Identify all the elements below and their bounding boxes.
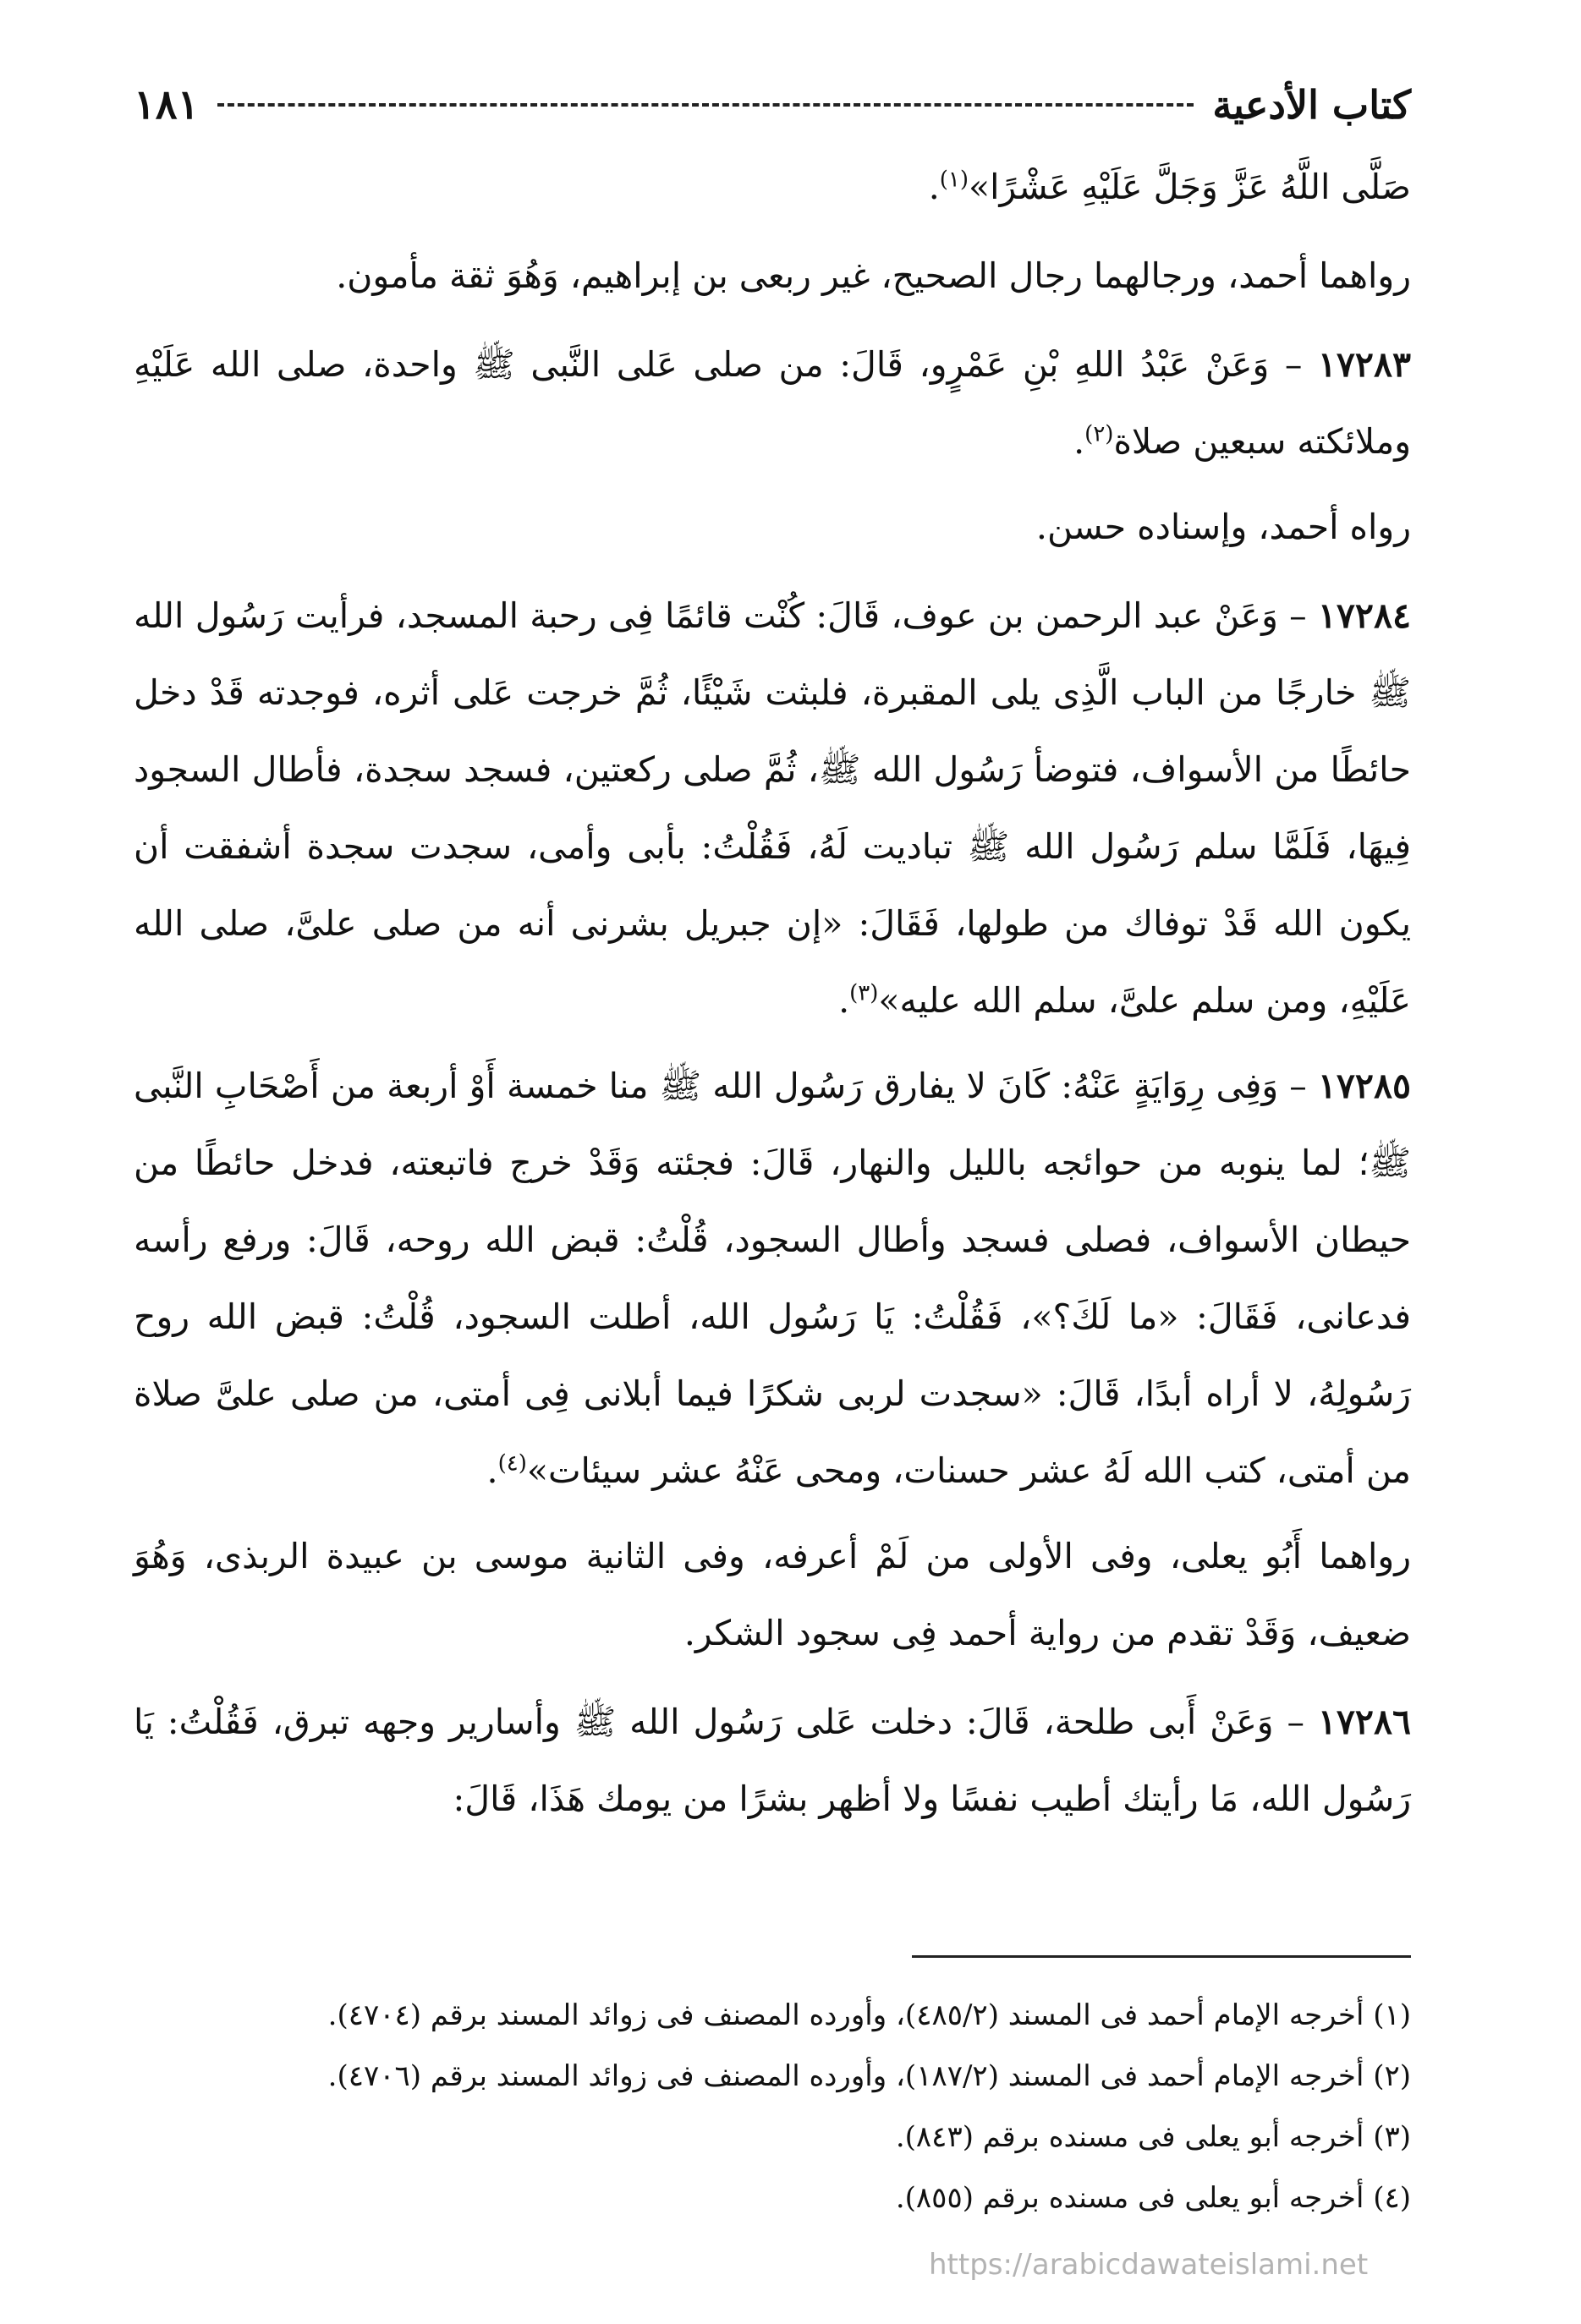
footnotes <box>134 1985 1411 2228</box>
footnote-ref[interactable]: (٢) <box>1084 421 1114 447</box>
running-header <box>134 78 1411 132</box>
footnote: (١) أخرجه الإمام أحمد فى المسند (٤٨٥/٢)، وأورده المصنف فى زوائد المسند برقم (٤٧٠٤). <box>327 1998 1411 2032</box>
footnote: (٤) أخرجه أبو يعلى فى مسنده برقم (٨٥٥). <box>895 2181 1411 2215</box>
hadith-paragraph: ١٧٢٨٣ – وَعَنْ عَبْدُ اللهِ بْنِ عَمْرٍو، قَالَ: من صلى عَلى النَّبى ﷺ واحدة، صلى الله عَلَيْهِ وملائكته سبعين صلاة$^{(٢)}$. <box>134 344 1411 462</box>
paragraph: رواهما أحمد، ورجالهما رجال الصحيح، غير ربعى بن إبراهيم، وَهُوَ ثقة مأمون. <box>336 255 1411 296</box>
document-page <box>134 78 1411 2277</box>
paragraph: رواه أحمد، وإسناده حسن. <box>1035 507 1411 547</box>
hadith-paragraph: ١٧٢٨٥ – وَفِى رِوَايَةٍ عَنْهُ: كَانَ لا يفارق رَسُول الله ﷺ منا خمسة أَوْ أربعة من أَصْحَابِ النَّبى ﷺ؛ لما ينوبه من حوائجه بالليل والنهار، قَالَ: فجئته وَقَدْ خرج فاتبعته، فدخل حائطًا من حيطان الأسواف، فصلى فسجد وأطال السجود، قُلْتُ: قبض الله روحه، قَالَ: ورفع رأسه فدعانى، فَقَالَ: «ما لَكَ؟»، فَقُلْتُ: يَا رَسُول الله، أطلت السجود، قُلْتُ: قبض الله روح رَسُولِهُ، لا أراه أبدًا، قَالَ: «سجدت لربى شكرًا فيما أبلانى فِى أمتى، من صلى علىَّ صلاة من أمتى، كتب الله لَهُ عشر حسنات، ومحى عَنْهُ عشر سيئات»$^{(٤)}$. <box>134 1066 1411 1491</box>
footnote-ref[interactable]: (٣) <box>849 980 879 1006</box>
main-text <box>134 149 1411 1838</box>
hadith-number: ١٧٢٨٦ <box>1317 1702 1411 1742</box>
book-title: كتاب الأدعية <box>1212 82 1411 128</box>
footnote: (٢) أخرجه الإمام أحمد فى المسند (١٨٧/٢)، وأورده المصنف فى زوائد المسند برقم (٤٧٠٦). <box>327 2059 1411 2093</box>
header-dashed-rule <box>217 103 1194 107</box>
hadith-paragraph: ١٧٢٨٦ – وَعَنْ أَبى طلحة، قَالَ: دخلت عَلى رَسُول الله ﷺ وأسارير وجهه تبرق، فَقُلْتُ: يَا رَسُول الله، مَا رأيتك أطيب نفسًا ولا أظهر بشرًا من يومك هَذَا، قَالَ: <box>134 1702 1411 1819</box>
footnote-ref[interactable]: (٤) <box>497 1450 527 1477</box>
hadith-paragraph: ١٧٢٨٤ – وَعَنْ عبد الرحمن بن عوف، قَالَ: كُنْت قائمًا فِى رحبة المسجد، فرأيت رَسُول الله ﷺ خارجًا من الباب الَّذِى يلى المقبرة، فلبثت شَيْئًا، ثُمَّ خرجت عَلى أثره، فوجدته قَدْ دخل حائطًا من الأسواف، فتوضأ رَسُول الله ﷺ، ثُمَّ صلى ركعتين، فسجد سجدة، فأطال السجود فِيهَا، فَلَمَّا سلم رَسُول الله ﷺ تباديت لَهُ، فَقُلْتُ: بأبى وأمى، سجدت سجدة أشفقت أن يكون الله قَدْ توفاك من طولها، فَقَالَ: «إن جبريل بشرنى أنه من صلى علىَّ، صلى الله عَلَيْهِ، ومن سلم علىَّ، سلم الله عليه»$^{(٣)}$. <box>134 595 1411 1021</box>
hadith-number: ١٧٢٨٤ <box>1317 595 1411 636</box>
hadith-number: ١٧٢٨٣ <box>1317 344 1411 385</box>
paragraph: رواهما أَبُو يعلى، وفى الأولى من لَمْ أعرفه، وفى الثانية موسى بن عبيدة الربذى، وَهُوَ ضعيف، وَقَدْ تقدم من رواية أحمد فِى سجود الشكر. <box>134 1536 1411 1653</box>
footnote: (٣) أخرجه أبو يعلى فى مسنده برقم (٨٤٣). <box>895 2120 1411 2154</box>
watermark-url: https://arabicdawateislami.net <box>929 2248 1369 2282</box>
hadith-number: ١٧٢٨٥ <box>1317 1066 1411 1106</box>
footnote-separator <box>912 1955 1411 1958</box>
footnote-ref[interactable]: (١) <box>939 167 969 193</box>
paragraph: صَلَّى اللَّهُ عَزَّ وَجَلَّ عَلَيْهِ عَشْرًا»$^{(١)}$. <box>928 167 1411 207</box>
page-number: ١٨١ <box>134 81 200 129</box>
